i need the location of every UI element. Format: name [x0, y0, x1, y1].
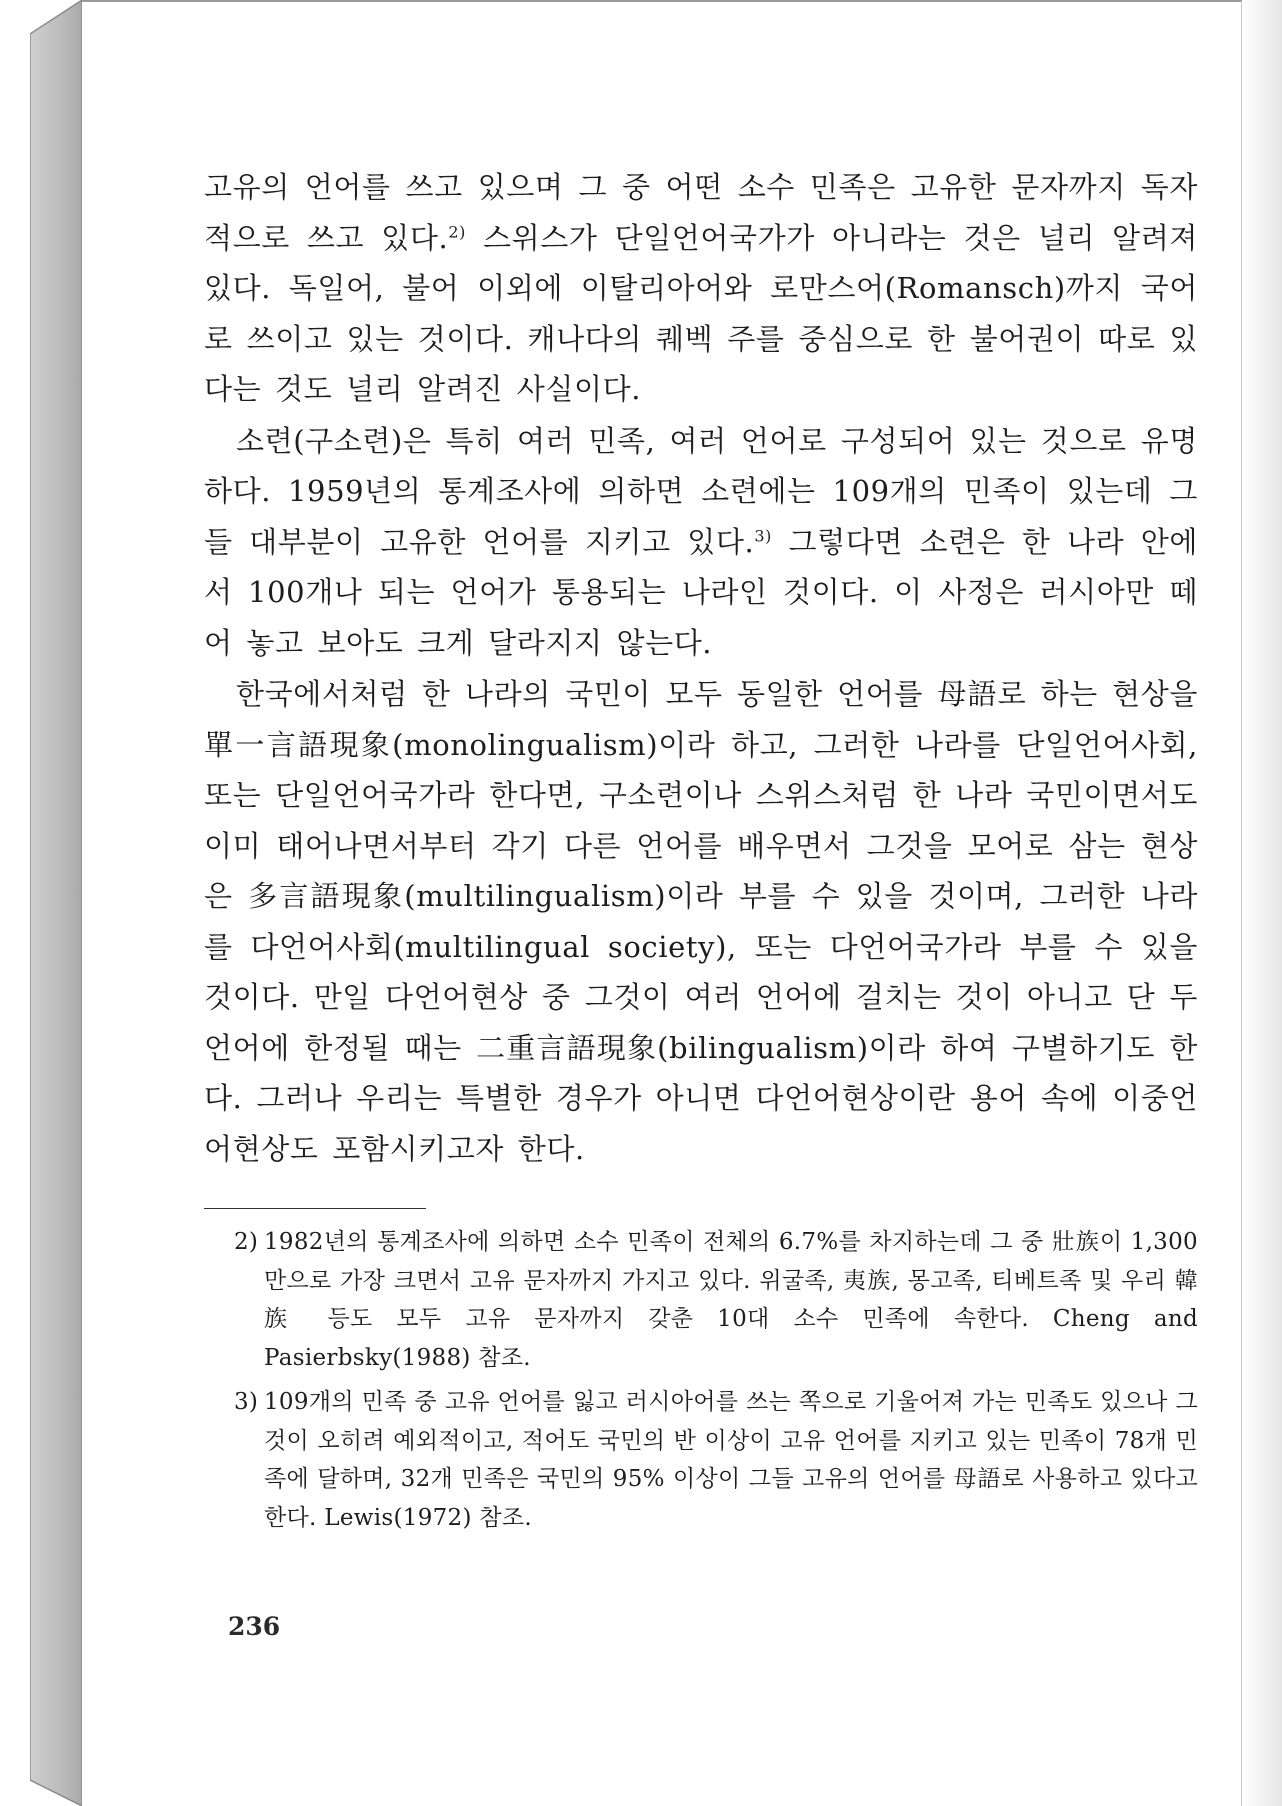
footnote-ref-2[interactable]: 2): [448, 221, 466, 241]
footnote-3: [204, 1383, 1198, 1537]
page-content: [204, 162, 1198, 1543]
paragraph-1-text-b: 스위스가 단일언어국가가 아니라는 것은 널리 알려져 있다. 독일어, 불어 이외에 이탈리아어와 로만스어(Romansch)까지 국어로 쓰이고 있는 것이다. 캐나다의 퀘벡 주를 중심으로 한 불어권이 따로 있다는 것도 널리 알려진 사실이다.: [204, 220, 1198, 406]
paragraph-1-text-a: 고유의 언어를 쓰고 있으며 그 중 어떤 소수 민족은 고유한 문자까지 독자적으로 쓰고 있다.: [204, 170, 1198, 255]
paragraph-1: [204, 162, 1198, 415]
page-number: 236: [228, 1612, 281, 1641]
paragraph-2-text-a: 소련(구소련)은 특히 여러 민족, 여러 언어로 구성되어 있는 것으로 유명하다. 1959년의 통계조사에 의하면 소련에는 109개의 민족이 있는데 그들 대부분이 고유한 언어를 지키고 있다.: [204, 423, 1198, 559]
book-spine-shape: [30, 0, 82, 1806]
book-spine: [30, 0, 82, 1806]
footnote-text: 1982년의 통계조사에 의하면 소수 민족이 전체의 6.7%를 차지하는데 그 중 壯族이 1,300만으로 가장 크면서 고유 문자까지 가지고 있다. 위굴족, 夷族, 몽고족, 티베트족 및 우리 韓族 등도 모두 고유 문자까지 갖춘 10대 소수 민족에 속한다. Cheng and Pasierbsky(1988) 참조.: [264, 1229, 1198, 1371]
paragraph-3: 한국에서처럼 한 나라의 국민이 모두 동일한 언어를 母語로 하는 현상을 單一言語現象(monolingualism)이라 하고, 그러한 나라를 단일언어사회, 또는 단일언어국가라 한다면, 구소련이나 스위스처럼 한 나라 국민이면서도 이미 태어나면서부터 각기 다른 언어를 배우면서 그것을 모어로 삼는 현상은 多言語現象(multilingualism)이라 부를 수 있을 것이며, 그러한 나라를 다언어사회(multilingual society), 또는 다언어국가라 부를 수 있을 것이다. 만일 다언어현상 중 그것이 여러 언어에 걸치는 것이 아니고 단 두 언어에 한정될 때는 二重言語現象(bilingualism)이라 하여 구별하기도 한다. 그러나 우리는 특별한 경우가 아니면 다언어현상이란 용어 속에 이중언어현상도 포함시키고자 한다.: [204, 677, 1198, 1166]
footnote-divider: [204, 1208, 426, 1209]
paragraph-2-text-b: 그렇다면 소련은 한 나라 안에서 100개나 되는 언어가 통용되는 나라인 것이다. 이 사정은 러시아만 떼어 놓고 보아도 크게 달라지지 않는다.: [204, 524, 1198, 660]
paragraph-2: [204, 416, 1198, 669]
footnote-2: [204, 1223, 1198, 1377]
footnote-number: 2): [234, 1229, 259, 1255]
footnote-number: 3): [234, 1389, 259, 1415]
footnote-text: 109개의 민족 중 고유 언어를 잃고 러시아어를 쓰는 쪽으로 기울어져 가는 민족도 있으나 그것이 오히려 예외적이고, 적어도 국민의 반 이상이 고유 언어를 지키고 있는 민족이 78개 민족에 달하며, 32개 민족은 국민의 95% 이상이 그들 고유의 언어를 母語로 사용하고 있다고 한다. Lewis(1972) 참조.: [264, 1389, 1198, 1531]
main-text: [204, 162, 1198, 1174]
page-sheet: [82, 0, 1242, 1806]
page-edge-shadow: [1242, 0, 1282, 1806]
footnote-ref-3[interactable]: 3): [754, 525, 772, 545]
